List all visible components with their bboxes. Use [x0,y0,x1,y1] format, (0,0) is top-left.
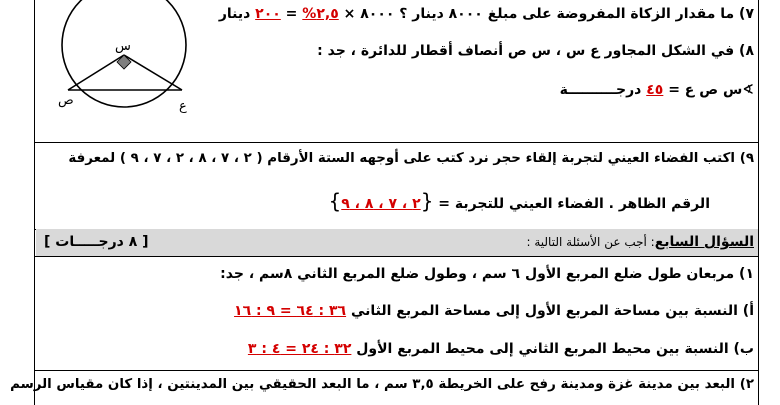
brace-open: { [420,189,434,213]
question-8-text: في الشكل المجاور ع س ، س ص أنصاف أقطار للدائرة ، جد : [317,43,735,59]
question-8-number: ٨) [739,43,754,59]
sub-question-2-text: البعد بين مدينة غزة ومدينة رفح على الخريطة ٣,٥ سم ، ما البعد الحقيقي بين المدينتين ، إذا كان مقياس الرسم [10,377,736,392]
question-7-number: ٧) [739,6,754,22]
divider-1 [34,142,759,143]
table-border-left [34,0,35,405]
question-7-unit: دينار [218,6,256,22]
brace-close: } [328,189,342,213]
angle-answer: ٤٥ [646,82,664,98]
radius-sad [68,55,124,90]
question-7-equals: = [280,6,303,22]
sub-question-1a [234,303,754,319]
sub-question-1b-text: ب) النسبة بين محيط المربع الثاني إلى محيط المربع الأول [351,341,754,357]
label-sad: ص [58,93,74,108]
sub-question-1b [248,341,754,357]
question-8 [317,43,754,59]
divider-4 [34,370,759,371]
question-9-line1 [68,151,754,166]
sub-question-1a-text: أ) النسبة بين مساحة المربع الأول إلى مساحة المربع الثاني [346,303,754,319]
sub-question-2-number: ٢) [739,377,754,392]
question-7-answer: ٢٠٠ [255,6,281,22]
question-7-rate: ٢,٥% [302,6,339,22]
question-7-text: ما مقدار الزكاة المفروضة على مبلغ ٨٠٠٠ دينار ؟ ٨٠٠٠ × [338,6,735,22]
question-7 [219,6,754,22]
circle-figure [52,0,202,125]
sub-question-1a-answer: ٣٦ : ٦٤ = ٩ : ١٦ [234,303,347,319]
sub-question-1-number: ١) [739,266,754,282]
sample-space-answer: ٢ ، ٧ ، ٨ ، ٩ [341,196,421,212]
section-subtitle: : أجب عن الأسئلة التالية : [526,235,655,249]
question-9-text: اكتب الفضاء العيني لتجربة إلقاء حجر نرد كتب على أوجهه الستة الأرقام ( ٢ ، ٧ ، ٨ ، ٢ ، ٧ ، ٩ ) لمعرفة [68,151,736,166]
question-8-angle [560,82,754,98]
angle-prefix: ∢س ص ع = [663,82,754,98]
label-s: س [115,39,131,54]
sample-space-label: الرقم الظاهر . الفضاء العيني للتجربة = [433,196,710,212]
question-9-number: ٩) [739,151,754,166]
section-header [526,234,754,250]
divider-3 [34,256,759,257]
sub-question-1 [220,266,754,282]
section-marks-text: [ ٨ درجـــــات ] [44,234,149,250]
label-ain: ع [179,99,187,114]
section-title: السؤال السابع [654,234,754,250]
section-marks [44,234,149,250]
angle-suffix: درجــــــــــة [559,82,647,98]
sub-question-2 [10,377,754,392]
sub-question-1b-answer: ٣٢ : ٢٤ = ٤ : ٣ [247,341,352,357]
table-border-right [758,0,759,405]
question-9-line2 [329,189,710,213]
sub-question-1-text: مربعان طول ضلع المربع الأول ٦ سم ، وطول ضلع المربع الثاني ٨سم ، جد: [220,266,735,282]
radius-ain [124,55,182,90]
